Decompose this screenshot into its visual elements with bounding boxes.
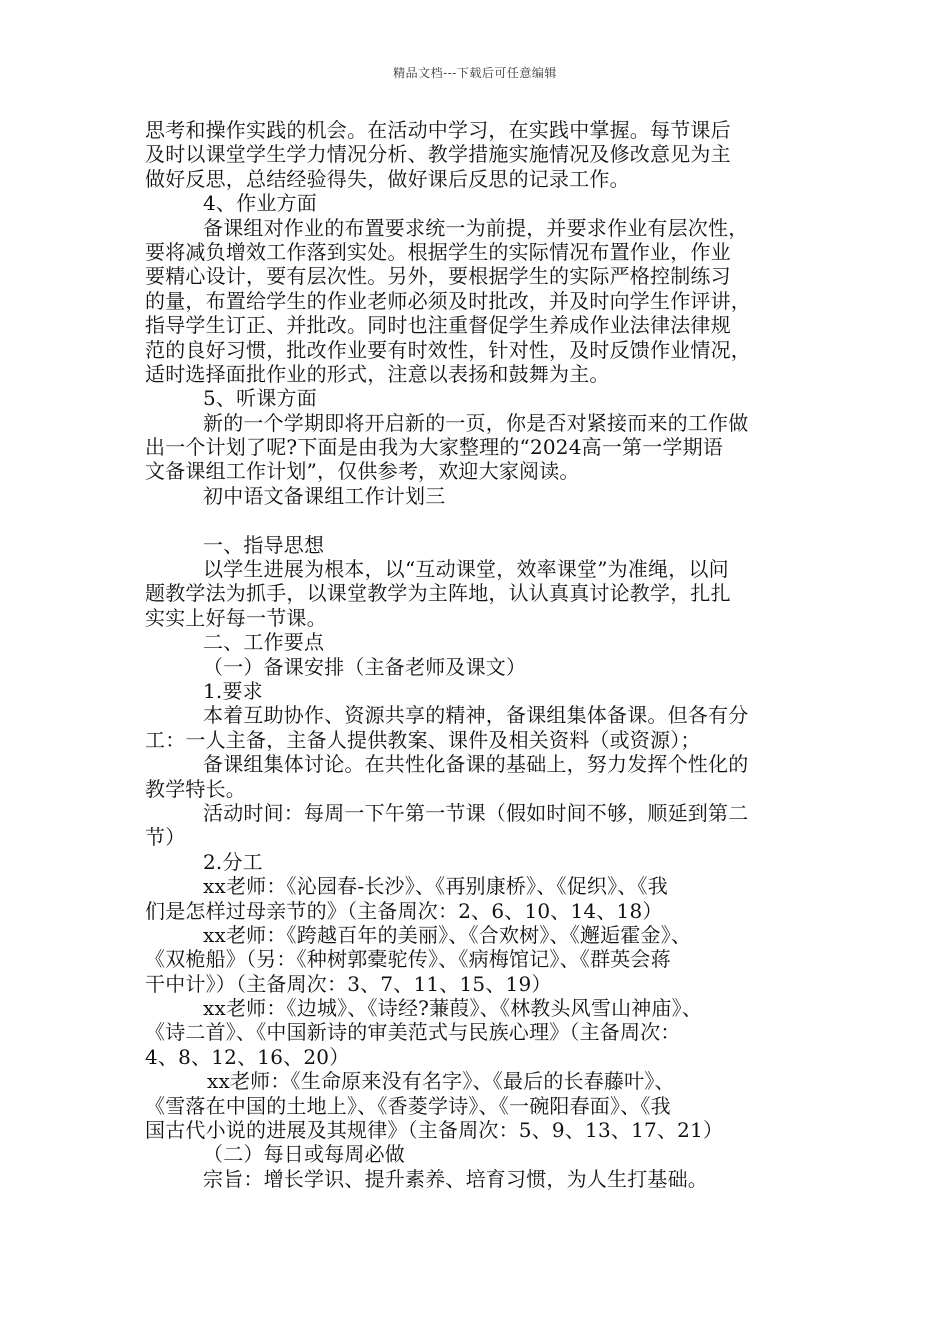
paragraph-line: 本着互助协作、资源共享的精神，备课组集体备课。但各有分 xyxy=(203,703,749,728)
paragraph-line: 干中计》）（主备周次：3、7、11、15、19） xyxy=(145,971,552,996)
paragraph-line: 4、8、12、16、20） xyxy=(145,1044,350,1069)
paragraph-line: 出一个计划了呢?下面是由我为大家整理的“2024高一第一学期语 xyxy=(145,435,724,460)
section-heading: 二、工作要点 xyxy=(203,630,325,655)
document-body xyxy=(145,118,810,1191)
paragraph-line: 适时选择面批作业的形式，注意以表扬和鼓舞为主。 xyxy=(145,361,610,386)
paragraph-line: 实实上好每一节课。 xyxy=(145,605,327,630)
section-heading: 5、听课方面 xyxy=(203,386,317,411)
paragraph-line: 们是怎样过母亲节的》（主备周次：2、6、10、14、18） xyxy=(145,898,663,923)
paragraph-line: xx老师：《跨越百年的美丽》、《合欢树》、《邂逅霍金》、 xyxy=(203,922,692,947)
subsection-heading: 2.分工 xyxy=(203,849,263,874)
paragraph-line: 《双桅船》（另：《种树郭橐驼传》、《病梅馆记》、《群英会蒋 xyxy=(145,947,671,972)
paragraph-line: 指导学生订正、并批改。同时也注重督促学生养成作业法律法律规 xyxy=(145,313,731,338)
paragraph-line: 教学特长。 xyxy=(145,776,246,801)
paragraph-line: 文备课组工作计划”，仅供参考，欢迎大家阅读。 xyxy=(145,459,580,484)
paragraph-line: 及时以课堂学生学力情况分析、教学措施实施情况及修改意见为主 xyxy=(145,142,731,167)
paragraph-line: 思考和操作实践的机会。在活动中学习，在实践中掌握。每节课后 xyxy=(145,118,731,142)
paragraph-line: xx老师：《沁园春-长沙》、《再别康桥》、《促织》、《我 xyxy=(203,874,668,899)
subsection-heading: 1.要求 xyxy=(203,678,263,703)
paragraph-line: 宗旨：增长学识、提升素养、培育习惯，为人生打基础。 xyxy=(203,1166,708,1191)
section-heading: 一、指导思想 xyxy=(203,532,325,557)
paragraph-line: 要将减负增效工作落到实处。根据学生的实际情况布置作业，作业 xyxy=(145,239,731,264)
section-heading: 4、作业方面 xyxy=(203,191,317,216)
paragraph-line: 要精心设计，要有层次性。另外，要根据学生的实际严格控制练习 xyxy=(145,264,731,289)
subsection-heading: （一）备课安排（主备老师及课文） xyxy=(203,654,527,679)
paragraph-line: 新的一个学期即将开启新的一页，你是否对紧接而来的工作做 xyxy=(203,410,749,435)
paragraph-line: 活动时间：每周一下午第一节课（假如时间不够，顺延到第二 xyxy=(203,800,749,825)
paragraph-line: 以学生进展为根本，以“互动课堂，效率课堂”为准绳，以问 xyxy=(203,557,729,582)
paragraph-line: 国古代小说的进展及其规律》（主备周次：5、9、13、17、21） xyxy=(145,1118,724,1143)
paragraph-line: 范的良好习惯，批改作业要有时效性，针对性，及时反馈作业情况， xyxy=(145,337,751,362)
paragraph-line: 题教学法为抓手，以课堂教学为主阵地，认认真真讨论教学，扎扎 xyxy=(145,581,731,606)
document-subtitle: 初中语文备课组工作计划三 xyxy=(203,483,446,508)
blank-line xyxy=(145,508,810,532)
paragraph-line: xx老师：《生命原来没有名字》、《最后的长春藤叶》、 xyxy=(207,1069,675,1094)
paragraph-line: 的量，布置给学生的作业老师必须及时批改，并及时向学生作评讲， xyxy=(145,288,751,313)
paragraph-line: 《雪落在中国的土地上》、《香菱学诗》、《一碗阳春面》、《我 xyxy=(145,1093,671,1118)
paragraph-line: xx老师：《边城》、《诗经?蒹葭》、《林教头风雪山神庙》、 xyxy=(203,996,703,1021)
page-header: 精品文档---下载后可任意编辑 xyxy=(393,66,557,80)
subsection-heading: （二）每日或每周必做 xyxy=(203,1142,405,1167)
paragraph-line: 《诗二首》、《中国新诗的审美范式与民族心理》（主备周次： xyxy=(145,1020,681,1045)
paragraph-line: 备课组对作业的布置要求统一为前提，并要求作业有层次性， xyxy=(203,215,749,240)
paragraph-line: 节） xyxy=(145,825,186,850)
paragraph-line: 做好反思，总结经验得失，做好课后反思的记录工作。 xyxy=(145,166,630,191)
paragraph-line: 备课组集体讨论。在共性化备课的基础上，努力发挥个性化的 xyxy=(203,752,749,777)
paragraph-line: 工：一人主备，主备人提供教案、课件及相关资料（或资源）； xyxy=(145,727,701,752)
